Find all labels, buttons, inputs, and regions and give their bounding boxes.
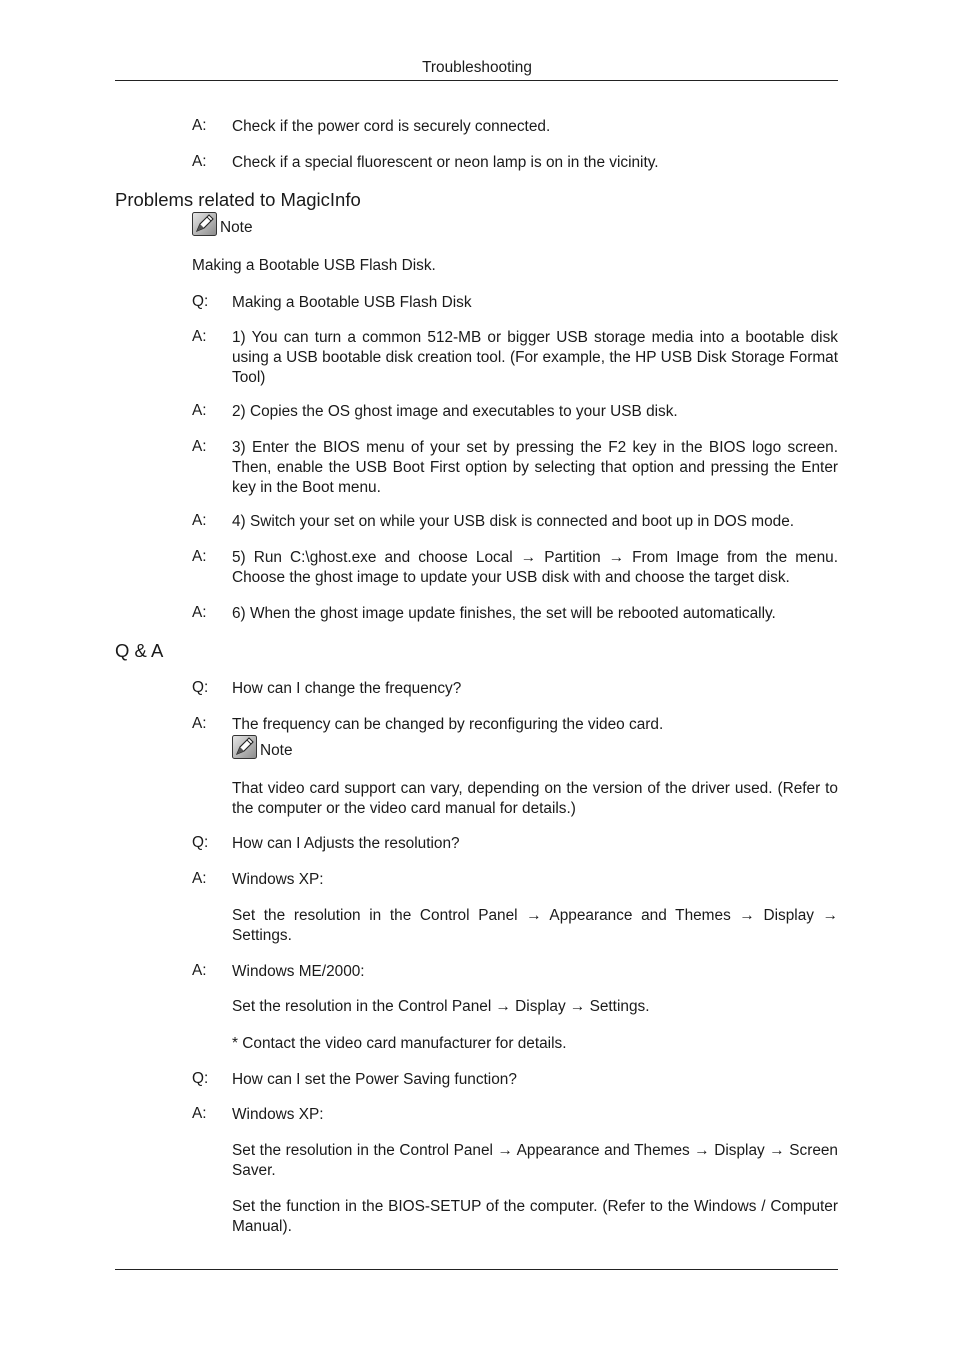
answer-text: 1) You can turn a common 512-MB or bigger USB storage media into a bootable disk using a USB bootable disk creation tool. (For example, the HP USB Disk Storage Format Tool) [232,329,838,386]
instruction-text: Set the resolution in the Control Panel → Display → Settings. [232,998,650,1015]
answer-label: A: [192,870,207,887]
answer-text: 4) Switch your set on while your USB disk is connected and boot up in DOS mode. [232,513,795,530]
question-label: Q: [192,679,209,696]
note-label: Note [220,219,253,236]
note-callout [232,735,293,759]
header-divider [115,80,838,81]
note-callout [192,212,253,236]
footer-divider [115,1269,838,1270]
note-pencil-icon [192,212,217,236]
footnote-text: * Contact the video card manufacturer for details. [232,1035,567,1052]
note-label: Note [260,742,293,759]
answer-label: A: [192,328,207,345]
answer-label: A: [192,604,207,621]
answer-label: A: [192,962,207,979]
answer-text: Check if the power cord is securely connected. [232,118,551,135]
answer-text: 2) Copies the OS ghost image and executables to your USB disk. [232,403,678,420]
answer-text: 5) Run C:\ghost.exe and choose Local → Partition → From Image from the menu. Choose the ghost image to update your USB disk with and choose the target disk. [232,549,838,586]
answer-text: 6) When the ghost image update finishes, the set will be rebooted automatically. [232,605,776,622]
question-text: Making a Bootable USB Flash Disk [232,294,472,311]
question-label: Q: [192,1070,209,1087]
instruction-text: Set the function in the BIOS-SETUP of the computer. (Refer to the Windows / Computer Manual). [232,1198,838,1235]
answer-label: A: [192,402,207,419]
answer-label: A: [192,438,207,455]
answer-label: A: [192,153,207,170]
question-label: Q: [192,293,209,310]
note-pencil-icon [232,735,257,759]
answer-text: Windows XP: [232,871,324,888]
answer-label: A: [192,548,207,565]
answer-label: A: [192,117,207,134]
question-text: How can I change the frequency? [232,680,462,697]
answer-label: A: [192,512,207,529]
question-text: How can I set the Power Saving function? [232,1071,517,1088]
note-text: Making a Bootable USB Flash Disk. [192,257,436,274]
section-heading-magicinfo: Problems related to MagicInfo [115,189,361,210]
instruction-text: Set the resolution in the Control Panel → Appearance and Themes → Display → Settings. [232,907,838,944]
answer-label: A: [192,715,207,732]
note-text: That video card support can vary, depending on the version of the driver used. (Refer to the computer or the video card manual for details.) [232,780,838,817]
instruction-text: Set the resolution in the Control Panel → Appearance and Themes → Display → Screen Saver. [232,1142,838,1179]
question-label: Q: [192,834,209,851]
answer-text: Windows XP: [232,1106,324,1123]
question-text: How can I Adjusts the resolution? [232,835,460,852]
answer-text: Windows ME/2000: [232,963,365,980]
section-heading-qa: Q & A [115,640,164,661]
answer-text: The frequency can be changed by reconfiguring the video card. [232,716,664,733]
answer-label: A: [192,1105,207,1122]
page-header-title: Troubleshooting [422,59,532,76]
answer-text: Check if a special fluorescent or neon lamp is on in the vicinity. [232,154,659,171]
answer-text: 3) Enter the BIOS menu of your set by pressing the F2 key in the BIOS logo screen. Then, enable the USB Boot First option by selecting that option and pressing the Enter key in the Boot menu. [232,439,838,496]
